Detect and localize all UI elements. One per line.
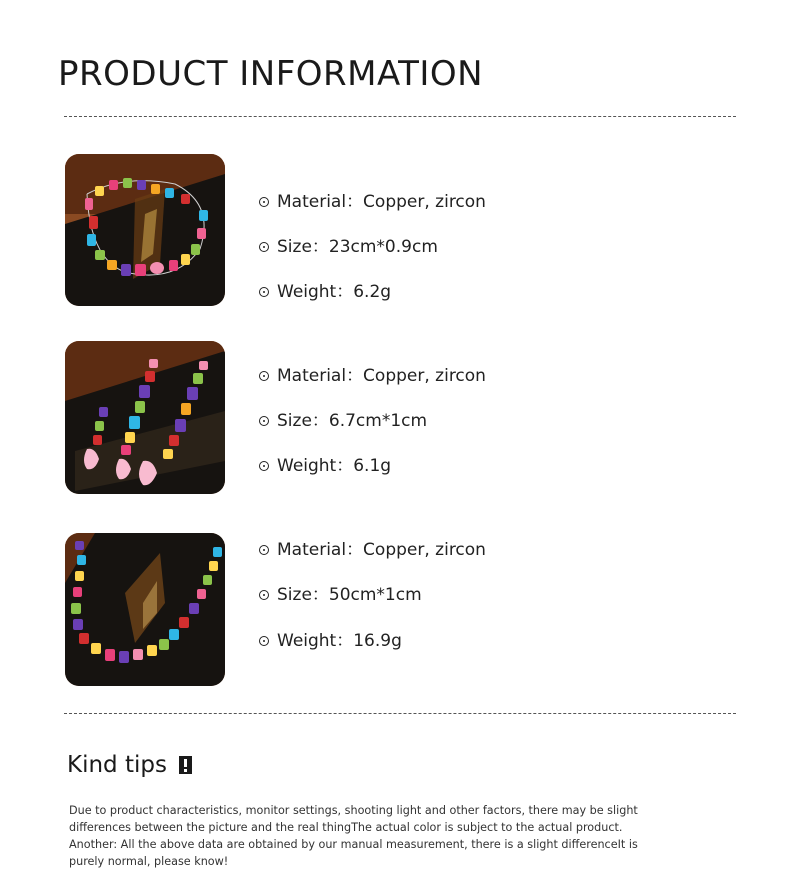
bullet-icon <box>259 242 269 252</box>
material-text: Material：Copper, zircon <box>277 192 486 212</box>
top-divider <box>64 116 736 117</box>
size-text: Size：50cm*1cm <box>277 585 422 605</box>
material-text: Material：Copper, zircon <box>277 540 486 560</box>
material-spec <box>259 190 486 214</box>
product-row-earrings <box>65 341 737 501</box>
weight-text: Weight：6.2g <box>277 282 392 302</box>
kind-tips-heading <box>67 752 192 778</box>
size-text: Size：6.7cm*1cm <box>277 411 428 431</box>
weight-spec <box>259 629 402 653</box>
size-spec <box>259 409 427 433</box>
kind-tips-text: Due to product characteristics, monitor settings, shooting light and other factors, there may be slight differences between the picture and the real thingThe actual color is subject to the actual product. Another: All the above data are obtained by our manual measurement, there is a slight differenceIt is purely normal, please know! <box>69 804 638 868</box>
bullet-icon <box>259 590 269 600</box>
size-text: Size：23cm*0.9cm <box>277 237 438 257</box>
weight-spec <box>259 454 391 478</box>
bullet-icon <box>259 371 269 381</box>
exclamation-icon <box>179 756 192 774</box>
bullet-icon <box>259 461 269 471</box>
weight-text: Weight：16.9g <box>277 631 402 651</box>
material-spec <box>259 364 486 388</box>
material-text: Material：Copper, zircon <box>277 366 486 386</box>
product-row-bracelet <box>65 154 737 314</box>
bullet-icon <box>259 197 269 207</box>
bullet-icon <box>259 545 269 555</box>
weight-text: Weight：6.1g <box>277 456 392 476</box>
weight-spec <box>259 280 391 304</box>
size-spec <box>259 583 422 607</box>
bottom-divider <box>64 713 736 714</box>
bullet-icon <box>259 636 269 646</box>
necklace-photo <box>65 533 225 686</box>
kind-tips-title: Kind tips <box>67 752 167 778</box>
material-spec <box>259 538 486 562</box>
product-row-necklace <box>65 533 737 693</box>
bullet-icon <box>259 416 269 426</box>
size-spec <box>259 235 438 259</box>
bracelet-photo <box>65 154 225 306</box>
page-title: PRODUCT INFORMATION <box>58 54 484 94</box>
bullet-icon <box>259 287 269 297</box>
earrings-photo <box>65 341 225 494</box>
